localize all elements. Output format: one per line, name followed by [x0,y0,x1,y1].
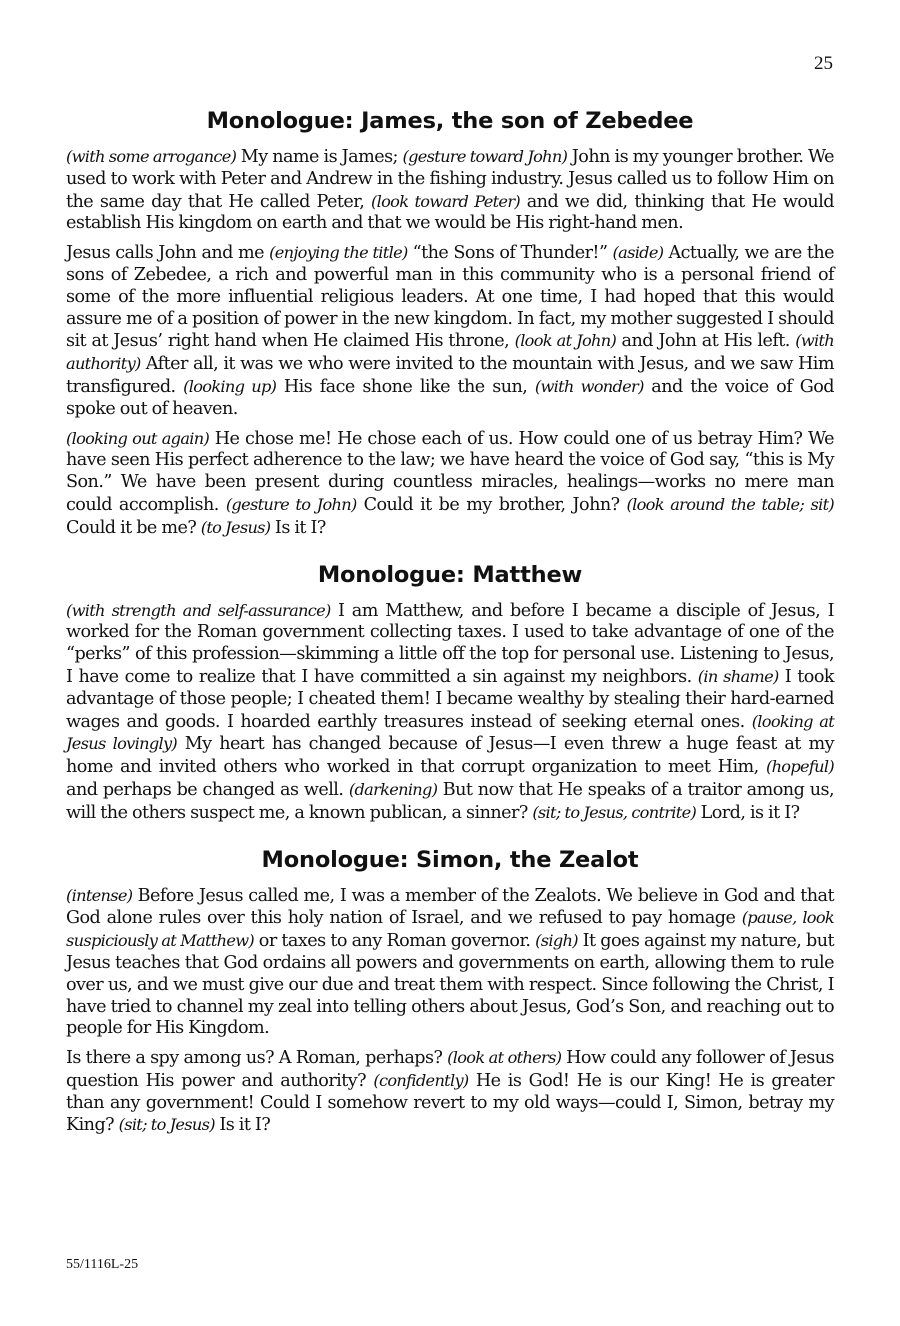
dialogue-text: Lord, is it I? [696,802,800,823]
stage-direction: (with authority) [66,331,834,374]
stage-direction: (enjoying the title) [269,243,408,263]
stage-direction: (intense) [66,885,133,905]
stage-direction: (pause, look suspiciously at Matthew) [66,908,834,951]
stage-direction: (gesture toward John) [402,147,568,166]
stage-direction: (look at John) [514,331,617,351]
stage-direction: (confidently) [373,1070,469,1090]
stage-direction: (sigh) [535,931,578,951]
stage-direction: (look toward Peter) [371,191,520,211]
stage-direction: (with wonder) [534,376,644,396]
dialogue-text: and John at His left. [616,331,796,352]
monologue-title: Monologue: Matthew [317,561,583,588]
stage-direction: (to Jesus) [200,517,271,537]
dialogue-text: Jesus calls John and me [66,243,270,264]
dialogue-text: Is there a spy among us? A Roman, perhaps? [66,1048,448,1069]
stage-direction: (look around the table; sit) [626,494,834,514]
dialogue-text: John is my younger brother. We used to work with Peter and Andrew in the fishing industry. Jesus called us to follow Him on the same day that He called Peter, [66,147,835,212]
monologue-section [66,847,834,1138]
dialogue-text: Is it I? [214,1115,271,1136]
dialogue-text: Actually, we are the sons of Zebedee, a rich and powerful man in this community who is a personal friend of some of the more influential religious leaders. At one time, I had hoped that this would assure me of a position of power in the new kingdom. In fact, my mother suggested I should sit at Jesus’ right hand when He claimed His throne, [66,243,834,352]
dialogue-text: Is it I? [270,517,326,538]
dialogue-text: My name is James; [236,147,403,167]
page-number: 25 [814,53,833,74]
dialogue-text: My heart has changed because of Jesus—I even threw a huge feast at my home and invited others who worked in that corrupt organization to meet Him, [66,734,834,778]
monologue-title: Monologue: Simon, the Zealot [261,846,639,873]
stage-direction: (with some arrogance) [66,147,237,166]
dialogue-text: After all, it was we who were invited to the mountain with Jesus, and we saw Him transfigured. [66,354,834,397]
stage-direction: (looking up) [183,376,277,396]
dialogue-text: But now that He speaks of a traitor among us, will the others suspect me, a known publican, a sinner? [66,779,834,823]
dialogue-text: and the voice of God spoke out of heaven. [66,376,834,419]
monologue-title: Monologue: James, the son of Zebedee [206,108,694,134]
stage-direction: (look at others) [447,1048,562,1068]
dialogue-text: It goes against my nature, but Jesus teaches that God ordains all powers and governments on earth, allowing them to rule over us, and we must give our due and treat them with respect. Since following the Christ, I have tried to channel my zeal into telling others about Jesus, God’s Son, and reaching out to people for His Kingdom. [66,931,835,1039]
monologue-paragraph [66,146,834,235]
monologue-paragraph [66,885,834,1041]
page-content [66,108,834,1144]
dialogue-text: “the Sons of Thunder!” [407,243,613,264]
dialogue-text: I am Matthew, and before I became a disciple of Jesus, I worked for the Roman government collecting taxes. I used to take advantage of one of the “perks” of this profession—skimming a little off the top for personal use. Listening to Jesus, I have come to realize that I have committed a sin against my neighbors. [66,600,834,687]
dialogue-text: He chose me! He chose each of us. How could one of us betray Him? We have seen His perfect adherence to the law; we have heard the voice of God say, “this is My Son.” We have been present during countless miracles, healings—works no mere man could accomplish. [66,428,834,515]
stage-direction: (darkening) [348,779,438,799]
dialogue-text: and perhaps be changed as well. [66,779,349,800]
stage-direction: (gesture to John) [225,494,357,514]
monologue-paragraph [66,242,834,420]
stage-direction: (sit; to Jesus) [118,1115,215,1135]
dialogue-text: Could it be me? [66,517,201,538]
stage-direction: (looking at Jesus lovingly) [66,711,835,754]
dialogue-text: I took advantage of those people; I cheated them! I became wealthy by stealing their hard-earned wages and goods. I hoarded earthly treasures instead of seeking eternal ones. [66,666,834,732]
dialogue-text: Could it be my brother, John? [356,494,627,515]
dialogue-text: and we did, thinking that He would establish His kingdom on earth and that we would be His right-hand men. [66,191,834,234]
stage-direction: (hopeful) [765,757,834,777]
dialogue-text: How could any follower of Jesus question His power and authority? [66,1048,834,1091]
stage-direction: (looking out again) [66,428,210,448]
dialogue-text: or taxes to any Roman governor. [254,931,536,952]
monologue-paragraph [66,1047,834,1137]
stage-direction: (aside) [612,243,664,263]
dialogue-text: His face shone like the sun, [276,376,535,397]
monologue-paragraph [66,600,834,825]
monologue-section [66,108,834,540]
monologue-paragraph [66,428,834,540]
stage-direction: (with strength and self-assurance) [66,600,331,620]
footer-code: 55/1116L-25 [66,1257,139,1272]
dialogue-text: Before Jesus called me, I was a member of the Zealots. We believe in God and that God alone rules over this holy nation of Israel, and we refused to pay homage [66,885,834,929]
monologue-section [66,562,834,825]
stage-direction: (sit; to Jesus, contrite) [532,802,697,822]
dialogue-text: He is God! He is our King! He is greater than any government! Could I somehow revert to my old ways—could I, Simon, betray my King? [66,1070,835,1136]
stage-direction: (in shame) [697,666,779,686]
